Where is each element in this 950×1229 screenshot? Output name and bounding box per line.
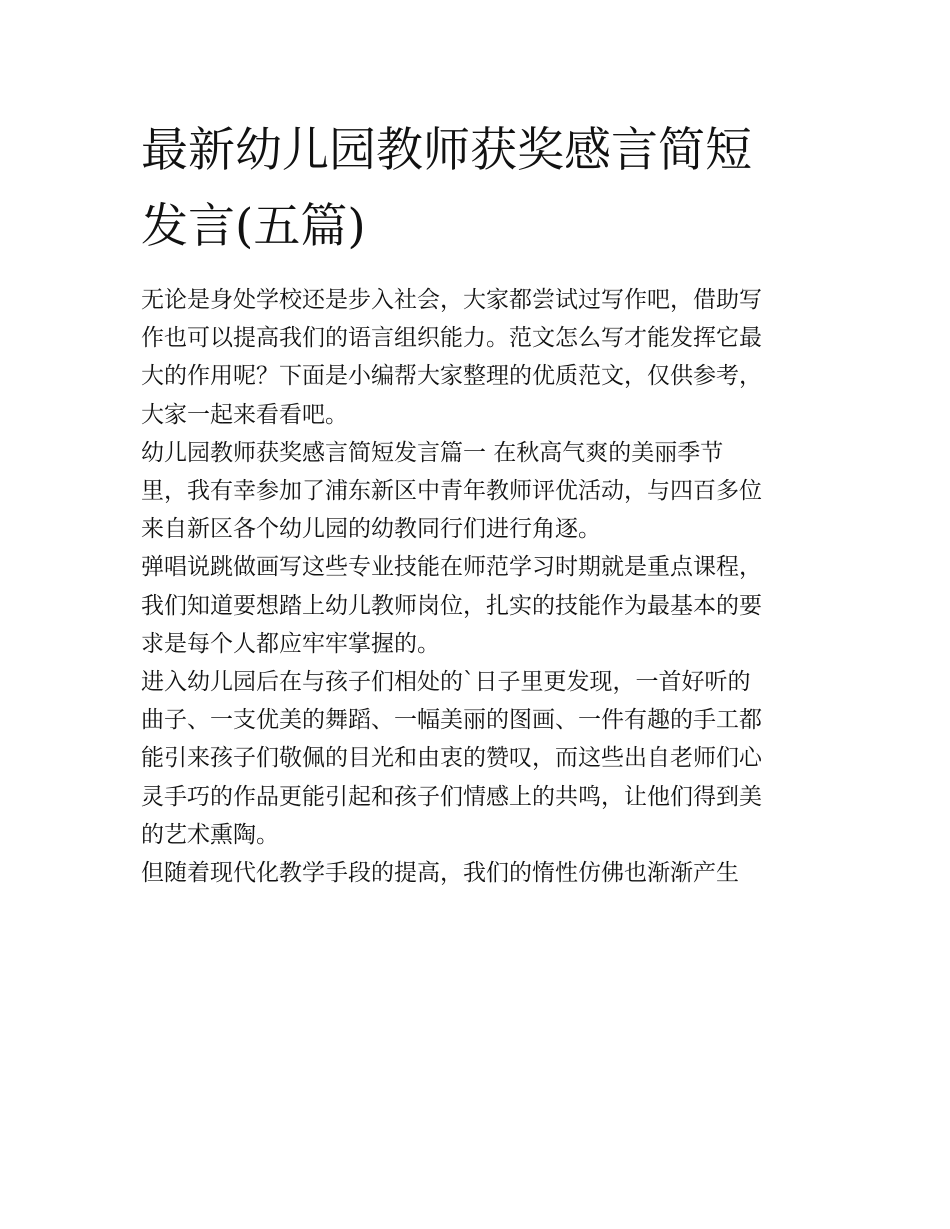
body-paragraph — [141, 663, 813, 854]
title-line: 最新幼儿园教师获奖感言简短 — [141, 123, 752, 178]
document-body — [141, 113, 813, 892]
text-line: 的艺术熏陶。 — [141, 821, 279, 848]
text-line: 来自新区各个幼儿园的幼教同行们进行角逐。 — [141, 516, 601, 543]
text-line: 大家一起来看看吧。 — [141, 401, 348, 428]
body-paragraph — [141, 854, 813, 892]
text-line: 进入幼儿园后在与孩子们相处的`日子里更发现，一首好听的 — [141, 669, 751, 696]
document-title — [141, 113, 813, 265]
text-line: 弹唱说跳做画写这些专业技能在师范学习时期就是重点课程， — [141, 554, 762, 581]
body-paragraph — [141, 434, 813, 549]
text-line: 曲子、一支优美的舞蹈、一幅美丽的图画、一件有趣的手工都 — [141, 707, 762, 734]
text-line: 我们知道要想踏上幼儿教师岗位，扎实的技能作为最基本的要 — [141, 592, 762, 619]
text-line: 大的作用呢？下面是小编帮大家整理的优质范文，仅供参考， — [141, 363, 762, 390]
document-paragraphs — [141, 281, 813, 892]
text-line: 但随着现代化教学手段的提高，我们的惰性仿佛也渐渐产生 — [141, 860, 739, 887]
text-line: 求是每个人都应牢牢掌握的。 — [141, 630, 440, 657]
text-line: 里，我有幸参加了浦东新区中青年教师评优活动，与四百多位 — [141, 478, 762, 505]
text-line: 作也可以提高我们的语言组织能力。范文怎么写才能发挥它最 — [141, 325, 762, 352]
text-line: 无论是身处学校还是步入社会，大家都尝试过写作吧，借助写 — [141, 287, 762, 313]
text-line: 幼儿园教师获奖感言简短发言篇一 在秋高气爽的美丽季节 — [141, 439, 724, 466]
intro-paragraph — [141, 281, 813, 434]
text-line: 灵手巧的作品更能引起和孩子们情感上的共鸣，让他们得到美 — [141, 783, 762, 810]
title-line: 发言(五篇) — [141, 199, 366, 254]
body-paragraph — [141, 548, 813, 663]
text-line: 能引来孩子们敬佩的目光和由衷的赞叹，而这些出自老师们心 — [141, 745, 762, 772]
